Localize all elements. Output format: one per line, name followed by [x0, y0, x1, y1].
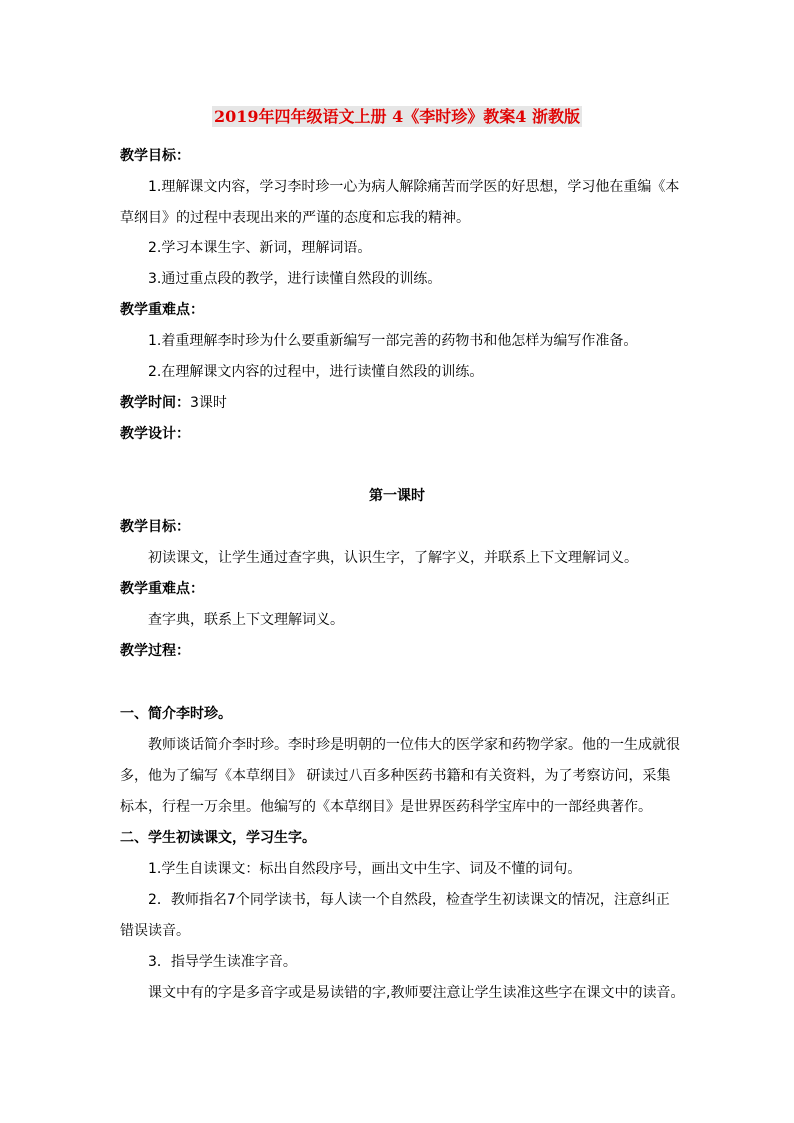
lesson-1-goals-heading: 教学目标： [120, 519, 190, 535]
process-step-2-item-3-text: 课文中有的字是多音字或是易读错的字,教师要注意让学生读准这些字在课文中的读音。 [148, 985, 685, 1001]
lesson-1-goal: 初读课文，让学生通过查字典，认识生字，了解字义，并联系上下文理解词义。 [148, 550, 638, 566]
title-text: 2019年四年级语文上册 4《李时珍》教案4 浙教版 [214, 107, 580, 126]
process-step-2-item-2-line-2: 错误读音。 [120, 923, 190, 939]
process-step-2-item-3: 3．指导学生读准字音。 [148, 954, 297, 970]
goal-item-2: 2.学习本课生字、新词，理解词语。 [148, 240, 372, 256]
difficulty-item-2: 2.在理解课文内容的过程中，进行读懂自然段的训练。 [148, 364, 484, 380]
section-heading-difficulties: 教学重难点： [120, 302, 204, 318]
lesson-1-difficulty: 查字典，联系上下文理解词义。 [148, 612, 344, 628]
process-step-1-heading: 一、简介李时珍。 [120, 706, 232, 722]
lesson-1-process-heading: 教学过程： [120, 643, 190, 659]
process-step-2-heading: 二、学生初读课文，学习生字。 [120, 830, 316, 846]
document-title [0, 104, 794, 127]
teaching-time [120, 393, 680, 413]
section-heading-design: 教学设计： [120, 426, 190, 442]
difficulty-item-1: 1.着重理解李时珍为什么要重新编写一部完善的药物书和他怎样为编写作准备。 [148, 333, 638, 349]
lesson-1-title: 第一课时 [369, 488, 425, 504]
process-step-2-item-1: 1.学生自读课文：标出自然段序号，画出文中生字、词及不懂的词句。 [148, 861, 582, 877]
process-step-2-item-2-line-1: 2．教师指名7个同学读书，每人读一个自然段，检查学生初读课文的情况，注意纠正 [148, 892, 670, 908]
goal-item-1-line-2: 草纲目》的过程中表现出来的严谨的态度和忘我的精神。 [120, 210, 470, 226]
teaching-time-label: 教学时间： [120, 395, 190, 411]
process-step-1-line-2: 多，他为了编写《本草纲目》 研读过八百多种医药书籍和有关资料，为了考察访问，采集 [120, 768, 671, 784]
goal-item-1-line-1: 1.理解课文内容，学习李时珍一心为病人解除痛苦而学医的好思想，学习他在重编《本 [148, 179, 680, 195]
goal-item-3: 3.通过重点段的教学，进行读懂自然段的训练。 [148, 271, 442, 287]
teaching-time-value: 3课时 [190, 395, 227, 411]
section-heading-goals: 教学目标： [120, 148, 190, 164]
process-step-1-line-1: 教师谈话简介李时珍。李时珍是明朝的一位伟大的医学家和药物学家。他的一生成就很 [148, 737, 680, 753]
lesson-1-difficulties-heading: 教学重难点： [120, 581, 204, 597]
process-step-1-line-3: 标本，行程一万余里。他编写的《本草纲目》是世界医药科学宝库中的一部经典著作。 [120, 799, 652, 815]
